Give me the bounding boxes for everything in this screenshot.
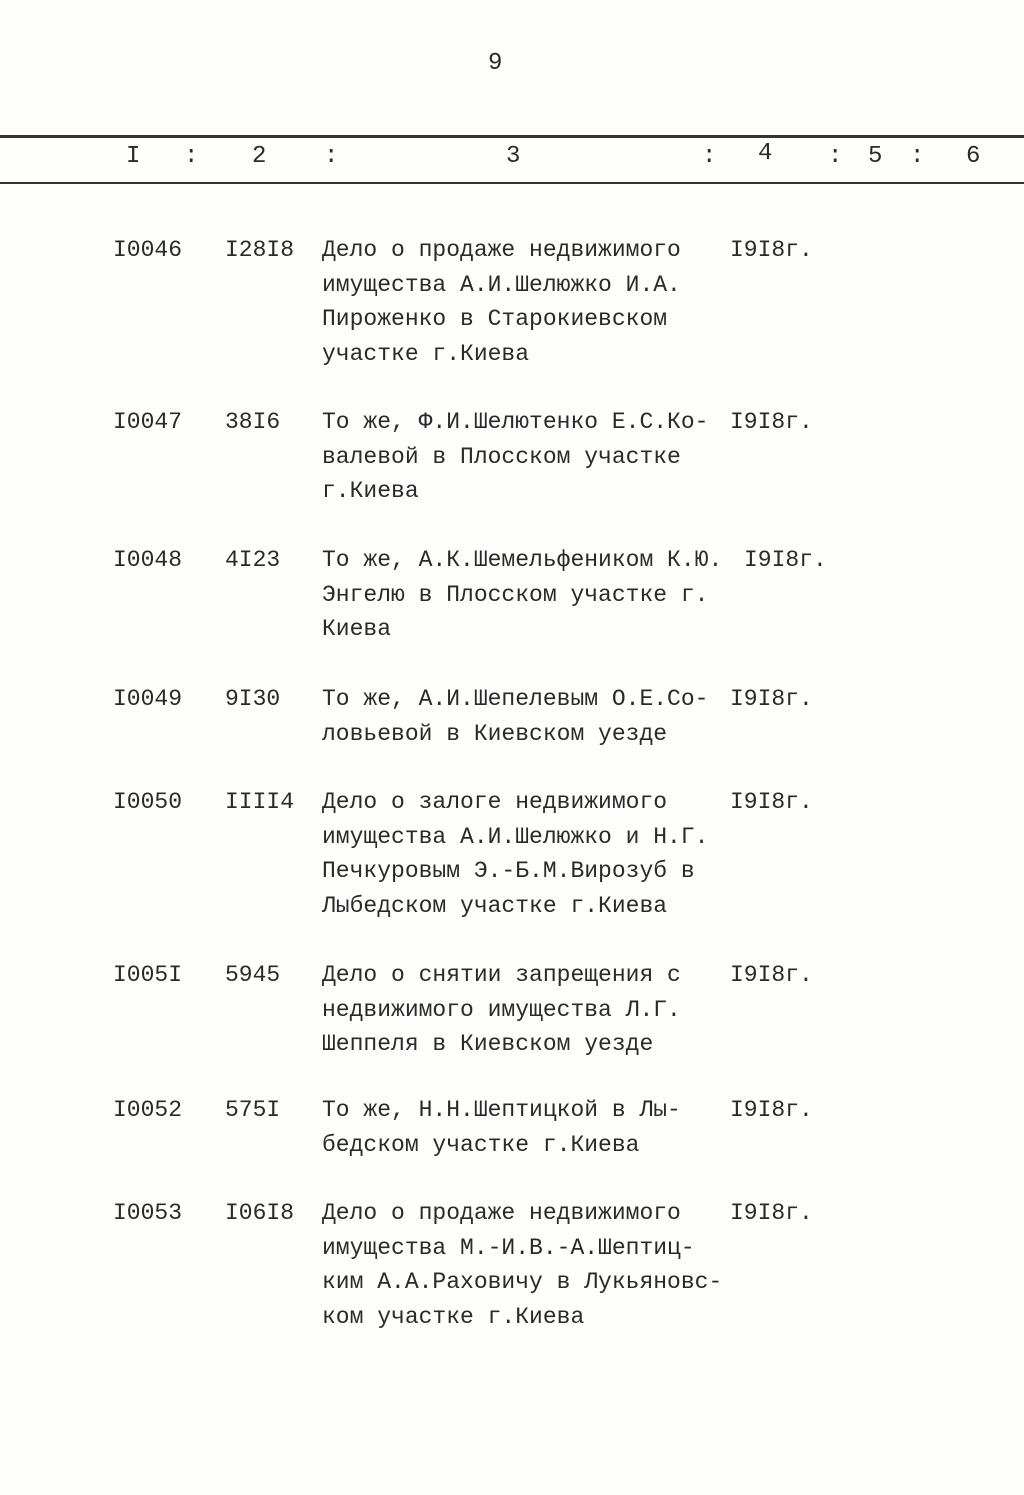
column-header-6: 6 (966, 143, 981, 170)
description-line: Дело о продаже недвижимого (322, 1200, 681, 1226)
description-line: Энгелю в Плосском участке г. (322, 581, 709, 608)
description-line: ком участке г.Киева (322, 1303, 585, 1330)
description-line: Дело о снятии запрещения с (322, 962, 681, 988)
description-line: Киева (322, 616, 392, 642)
column-header-5: 5 (868, 143, 883, 170)
description-line: Шеппеля в Киевском уезде (322, 1031, 654, 1057)
description-line: То же, Ф.И.Шелютенко Е.С.Ко- (322, 409, 709, 435)
description-line: То же, А.И.Шепелевым О.Е.Со- (322, 686, 709, 712)
column-separator: : (184, 143, 199, 170)
description-line: Лыбедском участке г.Киева (322, 892, 668, 919)
old-number: 4I23 (225, 547, 281, 573)
entry-year: I9I8г. (730, 409, 813, 435)
old-number: I06I8 (225, 1200, 295, 1226)
entry-number: I0052 (113, 1097, 183, 1123)
column-header-1: I (126, 143, 141, 170)
description-line: То же, Н.Н.Шептицкой в Лы- (322, 1097, 681, 1123)
entry-year: I9I8г. (730, 686, 813, 712)
column-header-3: 3 (506, 143, 521, 170)
column-header-4: 4 (758, 140, 773, 167)
column-header-2: 2 (252, 143, 267, 170)
entry-number: I0046 (113, 237, 183, 263)
entry-description (322, 682, 708, 751)
entry-number: I005I (113, 962, 183, 988)
entry-description (322, 1196, 722, 1334)
column-separator: : (702, 143, 717, 170)
description-line: бедском участке г.Киева (322, 1131, 640, 1158)
page-number: 9 (488, 50, 503, 77)
old-number: 5945 (225, 962, 281, 988)
description-line: имущества А.И.Шелюжко и Н.Г. (322, 823, 709, 850)
description-line: имущества М.-И.В.-А.Шептиц- (322, 1234, 695, 1261)
header-top-rule (0, 135, 1024, 138)
entry-number: I0047 (113, 409, 183, 435)
old-number: 9I30 (225, 686, 281, 712)
description-line: недвижимого имущества Л.Г. (322, 996, 681, 1023)
entry-year: I9I8г. (730, 962, 813, 988)
description-line: Пироженко в Старокиевском (322, 306, 668, 332)
entry-description (322, 233, 681, 371)
old-number: IIII4 (225, 789, 295, 815)
description-line: Дело о залоге недвижимого (322, 789, 668, 815)
entry-year: I9I8г. (730, 237, 813, 263)
entry-year: I9I8г. (730, 1097, 813, 1123)
entry-description (322, 543, 722, 647)
description-line: г.Киева (322, 478, 419, 504)
old-number: 38I6 (225, 409, 281, 435)
entry-description (322, 1093, 681, 1162)
entry-description (322, 785, 708, 923)
entry-number: I0048 (113, 547, 183, 573)
description-line: участке г.Киева (322, 340, 530, 367)
entry-year: I9I8г. (730, 789, 813, 815)
description-line: валевой в Плосском участке (322, 443, 681, 470)
entry-year: I9I8г. (730, 1200, 813, 1226)
entry-number: I0050 (113, 789, 183, 815)
entry-number: I0049 (113, 686, 183, 712)
description-line: ловьевой в Киевском уезде (322, 720, 668, 747)
column-separator: : (828, 143, 843, 170)
header-bottom-rule (0, 182, 1024, 184)
description-line: Печкуровым Э.-Б.М.Вирозуб в (322, 858, 695, 884)
entry-description (322, 958, 681, 1062)
description-line: ким А.А.Раховичу в Лукьяновс- (322, 1269, 723, 1295)
entry-year: I9I8г. (744, 547, 827, 573)
column-separator: : (324, 143, 339, 170)
entry-description (322, 405, 708, 509)
old-number: 575I (225, 1097, 281, 1123)
column-separator: : (910, 143, 925, 170)
description-line: Дело о продаже недвижимого (322, 237, 681, 263)
entry-number: I0053 (113, 1200, 183, 1226)
description-line: имущества А.И.Шелюжко И.А. (322, 271, 681, 298)
old-number: I28I8 (225, 237, 295, 263)
description-line: То же, А.К.Шемельфеником К.Ю. (322, 547, 723, 573)
